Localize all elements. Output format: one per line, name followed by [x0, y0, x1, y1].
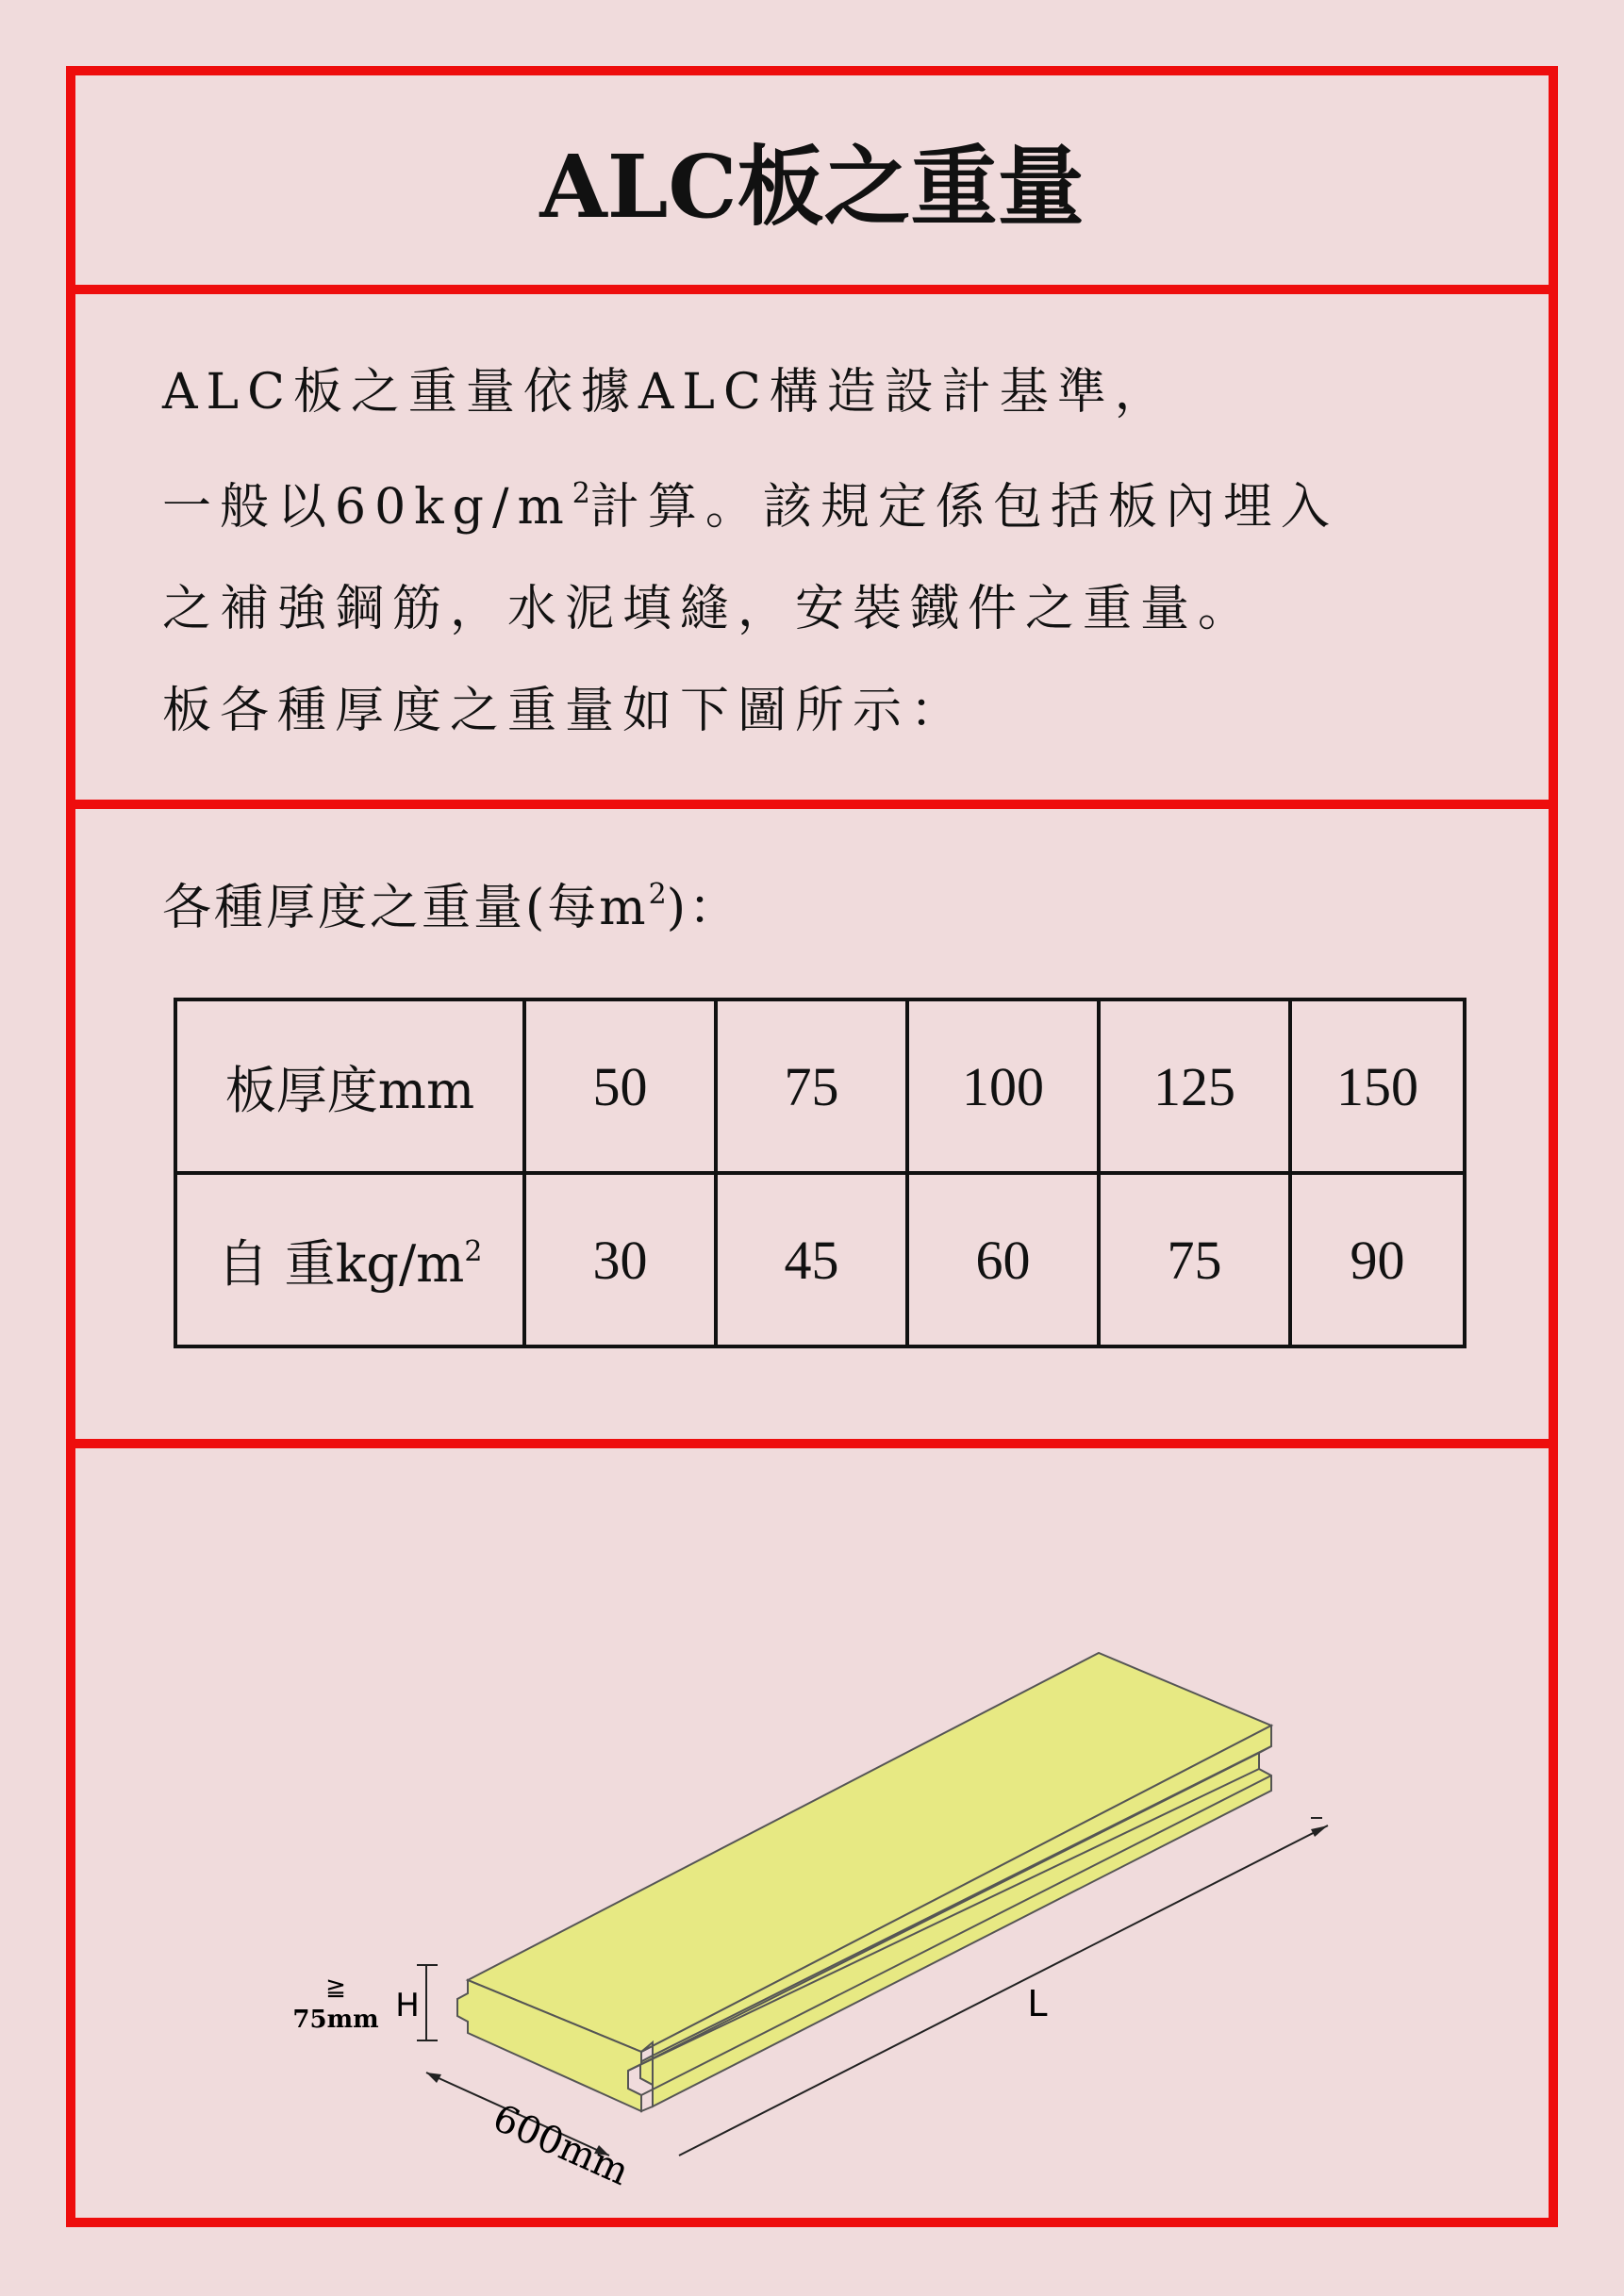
height-dimension — [292, 1965, 438, 2040]
superscript: 2 — [572, 477, 590, 510]
weight-cell: 75 — [1099, 1173, 1290, 1346]
divider — [75, 1439, 1549, 1448]
intro-line-2-start: 一般以60kg/m — [162, 479, 572, 536]
divider — [75, 800, 1549, 809]
superscript: 2 — [648, 878, 667, 911]
weight-row — [175, 1173, 1465, 1346]
weight-cell: 90 — [1290, 1173, 1465, 1346]
alc-panel — [457, 1653, 1271, 2111]
intro-section — [75, 294, 1549, 794]
weight-cell: 60 — [907, 1173, 1099, 1346]
table-heading-end: )： — [666, 880, 740, 936]
thickness-cell: 100 — [907, 999, 1099, 1173]
thickness-row — [175, 999, 1465, 1173]
min-height-symbol: ≧ — [325, 1974, 346, 2002]
length-label: L — [1027, 1983, 1048, 2024]
weight-label — [175, 1173, 524, 1346]
intro-line-2 — [162, 443, 1462, 558]
table-heading-text: 各種厚度之重量(每m — [162, 880, 649, 936]
weight-cell: 45 — [716, 1173, 907, 1346]
weight-cell: 30 — [524, 1173, 716, 1346]
weights-table — [174, 998, 1467, 1348]
weight-label-text: 自 重kg/m — [217, 1233, 465, 1294]
thickness-cell: 150 — [1290, 999, 1465, 1173]
intro-line-3: 之補強鋼筋，水泥填縫，安裝鐵件之重量。 — [162, 581, 1256, 637]
intro-line-1: ALC板之重量依據ALC構造設計基準， — [162, 364, 1172, 421]
min-height-value: 75mm — [292, 2006, 379, 2034]
divider — [75, 285, 1549, 294]
page-frame — [66, 66, 1558, 2227]
thickness-cell: 125 — [1099, 999, 1290, 1173]
thickness-cell: 75 — [716, 999, 907, 1173]
table-heading — [162, 867, 740, 938]
alc-panel-diagram — [75, 1448, 1549, 2218]
thickness-label: 板厚度mm — [175, 999, 524, 1173]
thickness-cell: 50 — [524, 999, 716, 1173]
weights-section — [75, 809, 1549, 1439]
intro-line-2-end: 計算。該規定係包括板內埋入 — [589, 479, 1338, 536]
intro-line-4: 板各種厚度之重量如下圖所示： — [162, 683, 969, 739]
panel-diagram-section — [75, 1448, 1549, 2218]
superscript: 2 — [464, 1234, 483, 1268]
height-label: H — [395, 1987, 420, 2024]
width-label: 600mm — [486, 2096, 636, 2195]
page-title: ALC板之重量 — [539, 136, 1085, 238]
